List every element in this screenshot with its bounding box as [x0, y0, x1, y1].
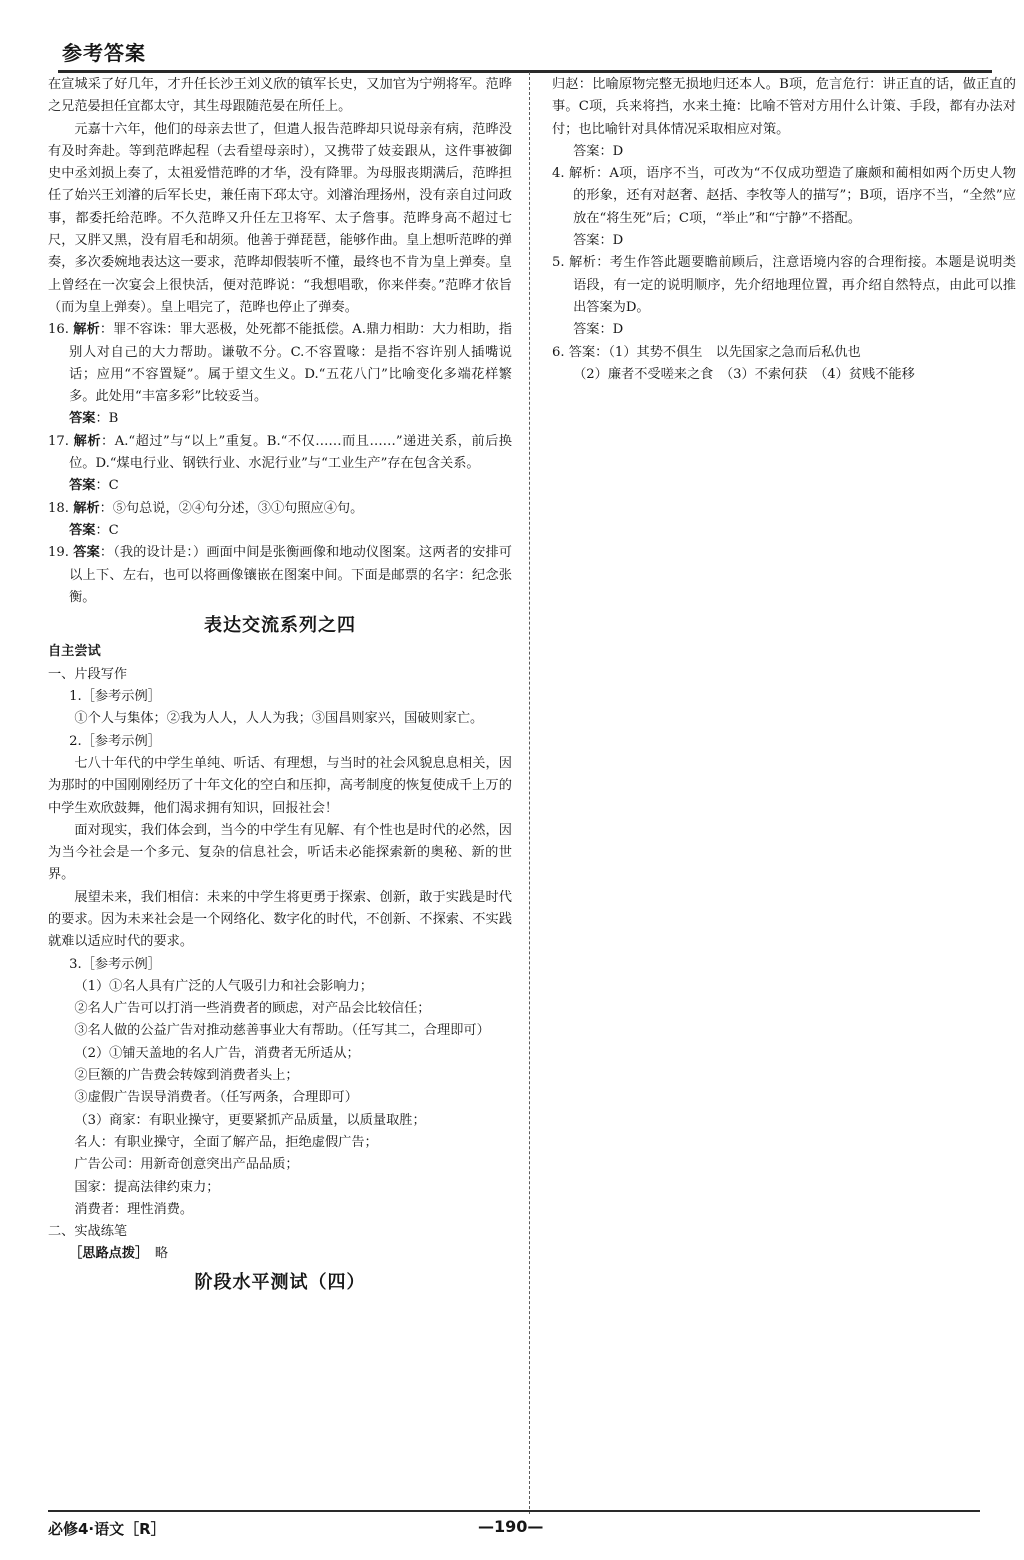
answer-line	[48, 408, 512, 430]
answer-label: 答案	[69, 478, 96, 494]
example-text: 展望未来，我们相信：未来的中学生将更勇于探索、创新，敢于实践是时代的要求。因为未来社会是一个网络化、数字化的时代，不创新、不探索、不实践就难以适应时代的要求。	[48, 889, 512, 950]
analysis-label: 解析	[73, 433, 102, 449]
question-17	[48, 431, 512, 476]
tips-label: ［思路点拨］	[69, 1246, 142, 1262]
example-line: ③名人做的公益广告对推动慈善事业大有帮助。（任写其二，合理即可）	[74, 1023, 490, 1039]
answer-text: ：B	[95, 411, 119, 427]
example-line: 名人：有职业操守，全面了解产品，拒绝虚假广告；	[74, 1134, 378, 1150]
answer-block: 4. 解析：A项，语序不当，可改为“不仅成功塑造了廉颇和蔺相如两个历史人物的形象，还有对赵奢、赵括、李牧等人的描写”；B项，语序不当，“全然”应放在“将生死”后；C项，“举止”和“宁静”不搭配。	[552, 166, 1016, 226]
analysis-label: 解析	[73, 322, 100, 338]
answer-block: 归赵：比喻原物完整无损地归还本人。B项，危言危行：讲正直的话，做正直的事。C项，兵来将挡，水来土掩：比喻不管对方用什么计策、手段，都有办法对付；也比喻针对具体情况采取相应对策。	[552, 77, 1016, 137]
answer-line	[48, 520, 512, 542]
tips-text: 略	[154, 1246, 169, 1262]
example-heading: 1.［参考示例］	[69, 689, 161, 705]
question-19	[48, 542, 512, 609]
example-line: ③虚假广告误导消费者。（任写两条，合理即可）	[74, 1090, 358, 1106]
header-title: 参考答案	[62, 41, 146, 65]
column-divider	[529, 72, 530, 1514]
question-number: 18.	[48, 500, 69, 516]
sub-heading: 自主尝试	[48, 644, 101, 660]
question-18	[48, 498, 512, 520]
answer-text: ：C	[95, 522, 119, 538]
example-line: ②巨额的广告费会转嫁到消费者头上；	[74, 1068, 299, 1084]
analysis-text: ：罪不容诛：罪大恶极，处死都不能抵偿。A.鼎力相助：大力相助，指别人对自己的大力帮助。谦敬不分。C.不容置喙：是指不容许别人插嘴说话；应用“不容置疑”。属于望文生义。D.“五花八门”比喻变化多端花样繁多。此处用“丰富多彩”比较妥当。	[69, 322, 512, 405]
analysis-label: 解析	[73, 500, 100, 516]
answer-text: ：C	[95, 478, 119, 494]
left-column	[48, 74, 512, 1298]
question-number: 16.	[48, 322, 69, 338]
question-16	[48, 319, 512, 408]
intro-paragraph: 元嘉十六年，他们的母亲去世了，但遣人报告范晔却只说母亲有病，范晔没有及时奔赴。等到范晔起程（去看望母亲时），又携带了妓妾跟从，这件事被御史中丞刘损上奏了，太祖爱惜范晔的才华，没有降罪。为母服丧期满后，范晔担任了始兴王刘濬的后军长史，兼任南下邳太守。刘濬治理扬州，没有亲自过问政事，都委托给范晔。不久范晔又升任左卫将军、太子詹事。范晔身高不超过七尺，又胖又黑，没有眉毛和胡须。他善于弹琵琶，能够作曲。皇上想听范晔的弹奏，多次委婉地表达这一要求，范晔却假装听不懂，最终也不肯为皇上弹奏。皇上曾经在一次宴会上很快活，便对范晔说：“我想唱歌，你来伴奏。”范晔才依旨（而为皇上弹奏）。皇上唱完了，范晔也停止了弹奏。	[48, 121, 512, 315]
answer-block: 6. 答案：（1）其势不俱生 以先国家之急而后私仇也	[552, 344, 861, 360]
example-line: 消费者：理性消费。	[74, 1201, 194, 1217]
analysis-text: ：A.“超过”与“以上”重复。B.“不仅……而且……”递进关系，前后换位。D.“煤电行业、钢铁行业、水泥行业”与“工业生产”存在包含关系。	[69, 433, 512, 472]
part-heading: 一、片段写作	[48, 666, 128, 682]
intro-paragraph: 在宣城采了好几年，才升任长沙王刘义欣的镇军长史，又加官为宁朔将军。范晔之兄范晏担任宜都太守，其生母跟随范晏在所任上。	[48, 77, 512, 115]
analysis-text: ：⑤句总说，②④句分述，③①句照应④句。	[99, 500, 364, 516]
question-number: 19.	[48, 545, 69, 561]
example-text: ①个人与集体；②我为人人，人人为我；③国昌则家兴，国破则家亡。	[74, 711, 484, 727]
answer-label: 答案	[69, 411, 96, 427]
example-heading: 2.［参考示例］	[69, 733, 161, 749]
answer-line	[48, 475, 512, 497]
example-line: （2）①铺天盖地的名人广告，消费者无所适从；	[74, 1045, 360, 1061]
example-line: 广告公司：用新奇创意突出产品品质；	[74, 1157, 299, 1173]
page-number: —190—	[478, 1517, 544, 1536]
answer-label: 答案	[69, 522, 96, 538]
section-title: 阶段水平测试（四）	[194, 1271, 366, 1293]
example-text: 面对现实，我们体会到，当今的中学生有见解、有个性也是时代的必然，因为当今社会是一个多元、复杂的信息社会，听话未必能探索新的奥秘、新的世界。	[48, 822, 512, 883]
page-footer	[48, 1514, 980, 1544]
answer-block: 答案：D	[573, 233, 624, 249]
answer-block: 答案：D	[573, 322, 624, 338]
right-column	[552, 74, 1016, 386]
example-line: （3）商家：有职业操守，更要紧抓产品质量，以质量取胜；	[74, 1112, 426, 1128]
tips-line	[48, 1243, 512, 1265]
answer-text: ：（我的设计是：）画面中间是张衡画像和地动仪图案。这两者的安排可以上下、左右，也可以将画像镶嵌在图案中间。下面是邮票的名字：纪念张衡。	[69, 545, 512, 605]
answer-block: 答案：D	[573, 143, 624, 159]
section-title: 表达交流系列之四	[204, 615, 356, 637]
header-rule	[58, 70, 992, 73]
example-line: 国家：提高法律约束力；	[74, 1179, 220, 1195]
page-header	[32, 8, 992, 68]
example-heading: 3.［参考示例］	[69, 956, 161, 972]
example-text: 七八十年代的中学生单纯、听话、有理想，与当时的社会风貌息息相关，因为那时的中国刚刚经历了十年文化的空白和压抑，高考制度的恢复使成千上万的中学生欢欣鼓舞，他们渴求拥有知识，回报社会！	[48, 755, 512, 816]
footer-subject: 必修4·语文［R］	[48, 1520, 166, 1538]
footer-rule	[48, 1510, 980, 1512]
part-heading: 二、实战练笔	[48, 1224, 128, 1240]
example-line: ②名人广告可以打消一些消费者的顾虑，对产品会比较信任；	[74, 1001, 431, 1017]
example-line: （1）①名人具有广泛的人气吸引力和社会影响力；	[74, 978, 373, 994]
question-number: 17.	[48, 433, 69, 449]
answer-label: 答案	[73, 545, 100, 561]
answer-block: 5. 解析：考生作答此题要瞻前顾后，注意语境内容的合理衔接。本题是说明类语段，有一定的说明顺序，先介绍地理位置，再介绍自然特点，由此可以推出答案为D。	[552, 255, 1016, 315]
answer-block: （2）廉者不受嗟来之食 （3）不索何获 （4）贫贱不能移	[573, 366, 915, 382]
